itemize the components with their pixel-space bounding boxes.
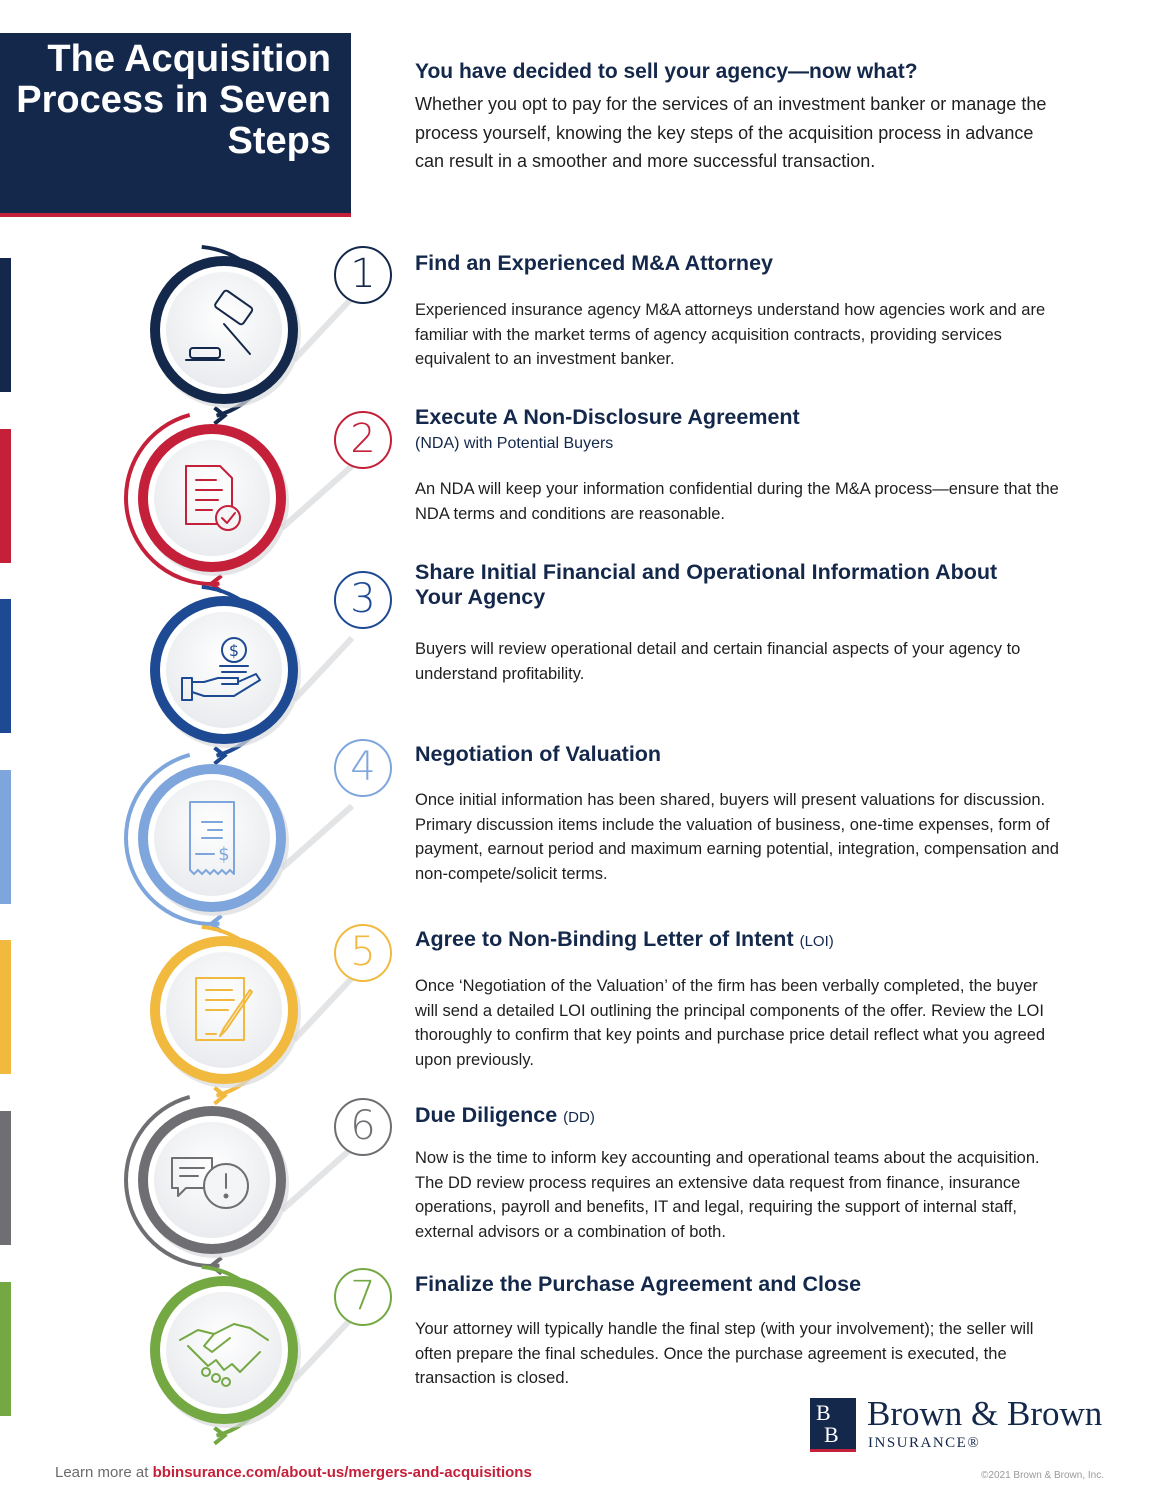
step-body-6: Now is the time to inform key accounting and operational teams about the acquisition. The DD review process requires an extensive data request from finance, insurance operations, payroll and benefits, IT and legal, requiring the support of internal staff, external advisors or a combination of both. — [415, 1149, 1040, 1241]
step-circle-2 — [126, 415, 352, 592]
step-subtitle-2: (NDA) with Potential Buyers — [415, 435, 614, 452]
step-connector-7 — [294, 1318, 352, 1380]
step-connector-5 — [294, 978, 352, 1040]
step-title-6-suffix: (DD) — [563, 1109, 595, 1126]
step-number-7: 7 — [334, 1268, 392, 1326]
step-title-1: Find an Experienced M&A Attorney — [415, 251, 773, 275]
logo-subtitle: INSURANCE® — [868, 1435, 981, 1451]
step-title-5-text: Agree to Non-Binding Letter of Intent — [415, 927, 794, 951]
copyright: ©2021 Brown & Brown, Inc. — [981, 1470, 1104, 1481]
step-connector-3 — [294, 638, 352, 700]
learn-more-link[interactable]: bbinsurance.com/about-us/mergers-and-acquisitions — [152, 1464, 532, 1481]
step-circle-6 — [126, 1097, 352, 1274]
step-circle-1 — [150, 247, 352, 424]
svg-text:$: $ — [228, 641, 240, 660]
logo-mark-bottom: B — [824, 1422, 839, 1447]
step-connector-4 — [282, 806, 352, 868]
step-number-1: 1 — [334, 246, 392, 304]
intro-paragraph: Whether you opt to pay for the services of an investment banker or manage the process yourself, knowing the key steps of the acquisition process in advance can result in a smoother and more successful transaction. — [415, 94, 1047, 171]
intro-question: You have decided to sell your agency—now what? — [415, 60, 918, 83]
brown-and-brown-logo — [810, 1394, 1110, 1454]
logo-name: Brown & Brown — [867, 1394, 1103, 1433]
step-title-4: Negotiation of Valuation — [415, 742, 662, 766]
step-circle-5 — [150, 927, 352, 1104]
step-body-1: Experienced insurance agency M&A attorneys understand how agencies work and are familiar with the market terms of agency acquisition contracts, providing services equivalent to an investment banker. — [415, 301, 1046, 368]
step-connector-6 — [282, 1148, 352, 1210]
step-title-5 — [415, 927, 1035, 954]
step-number-4: 4 — [334, 739, 392, 797]
step-title-6 — [415, 1103, 1035, 1130]
step-number-6: 6 — [334, 1098, 392, 1156]
step-body-5: Once ‘Negotiation of the Valuation’ of the firm has been verbally completed, the buyer will send a detailed LOI outlining the principal components of the offer. Review the LOI thoroughly to confirm that key points and purchase price detail reflect what you agreed upon previously. — [415, 977, 1046, 1069]
step-connector-2 — [282, 466, 352, 528]
step-body-4: Once initial information has been shared, buyers will present valuations for discussion. Primary discussion items include the valuation of business, one-time expenses, form of payment, earnout period and maximum earning potential, integration, compensation and non-compete/solicit terms. — [415, 791, 1059, 883]
step-number-5: 5 — [334, 924, 392, 982]
step-title-5-suffix: (LOI) — [799, 933, 834, 950]
step-title-3: Share Initial Financial and Operational Information About Your Agency — [415, 560, 998, 609]
logo-mark — [810, 1398, 856, 1452]
step-circle-4 — [126, 755, 352, 932]
learn-more-prefix: Learn more at — [55, 1464, 153, 1481]
svg-text:$: $ — [218, 844, 230, 865]
logo-mark-top: B — [816, 1400, 831, 1425]
step-number-2: 2 — [334, 411, 392, 469]
step-body-3: Buyers will review operational detail and certain financial aspects of your agency to understand profitability. — [415, 640, 1021, 683]
step-connector-1 — [294, 298, 352, 360]
step-circle-3 — [150, 587, 352, 764]
learn-more — [55, 1464, 532, 1481]
step-title-6-text: Due Diligence — [415, 1103, 558, 1127]
step-body-2: An NDA will keep your information confidential during the M&A process—ensure that the NDA terms and conditions are reasonable. — [415, 480, 1059, 523]
page-title: The Acquisition Process in Seven Steps — [16, 38, 331, 162]
step-body-7: Your attorney will typically handle the final step (with your involvement); the seller will often prepare the final schedules. Once the purchase agreement is executed, the transaction is closed. — [415, 1320, 1034, 1387]
step-title-7: Finalize the Purchase Agreement and Close — [415, 1272, 862, 1296]
step-number-3: 3 — [334, 571, 392, 629]
step-title-2: Execute A Non-Disclosure Agreement — [415, 405, 800, 429]
step-circle-7 — [150, 1267, 352, 1444]
